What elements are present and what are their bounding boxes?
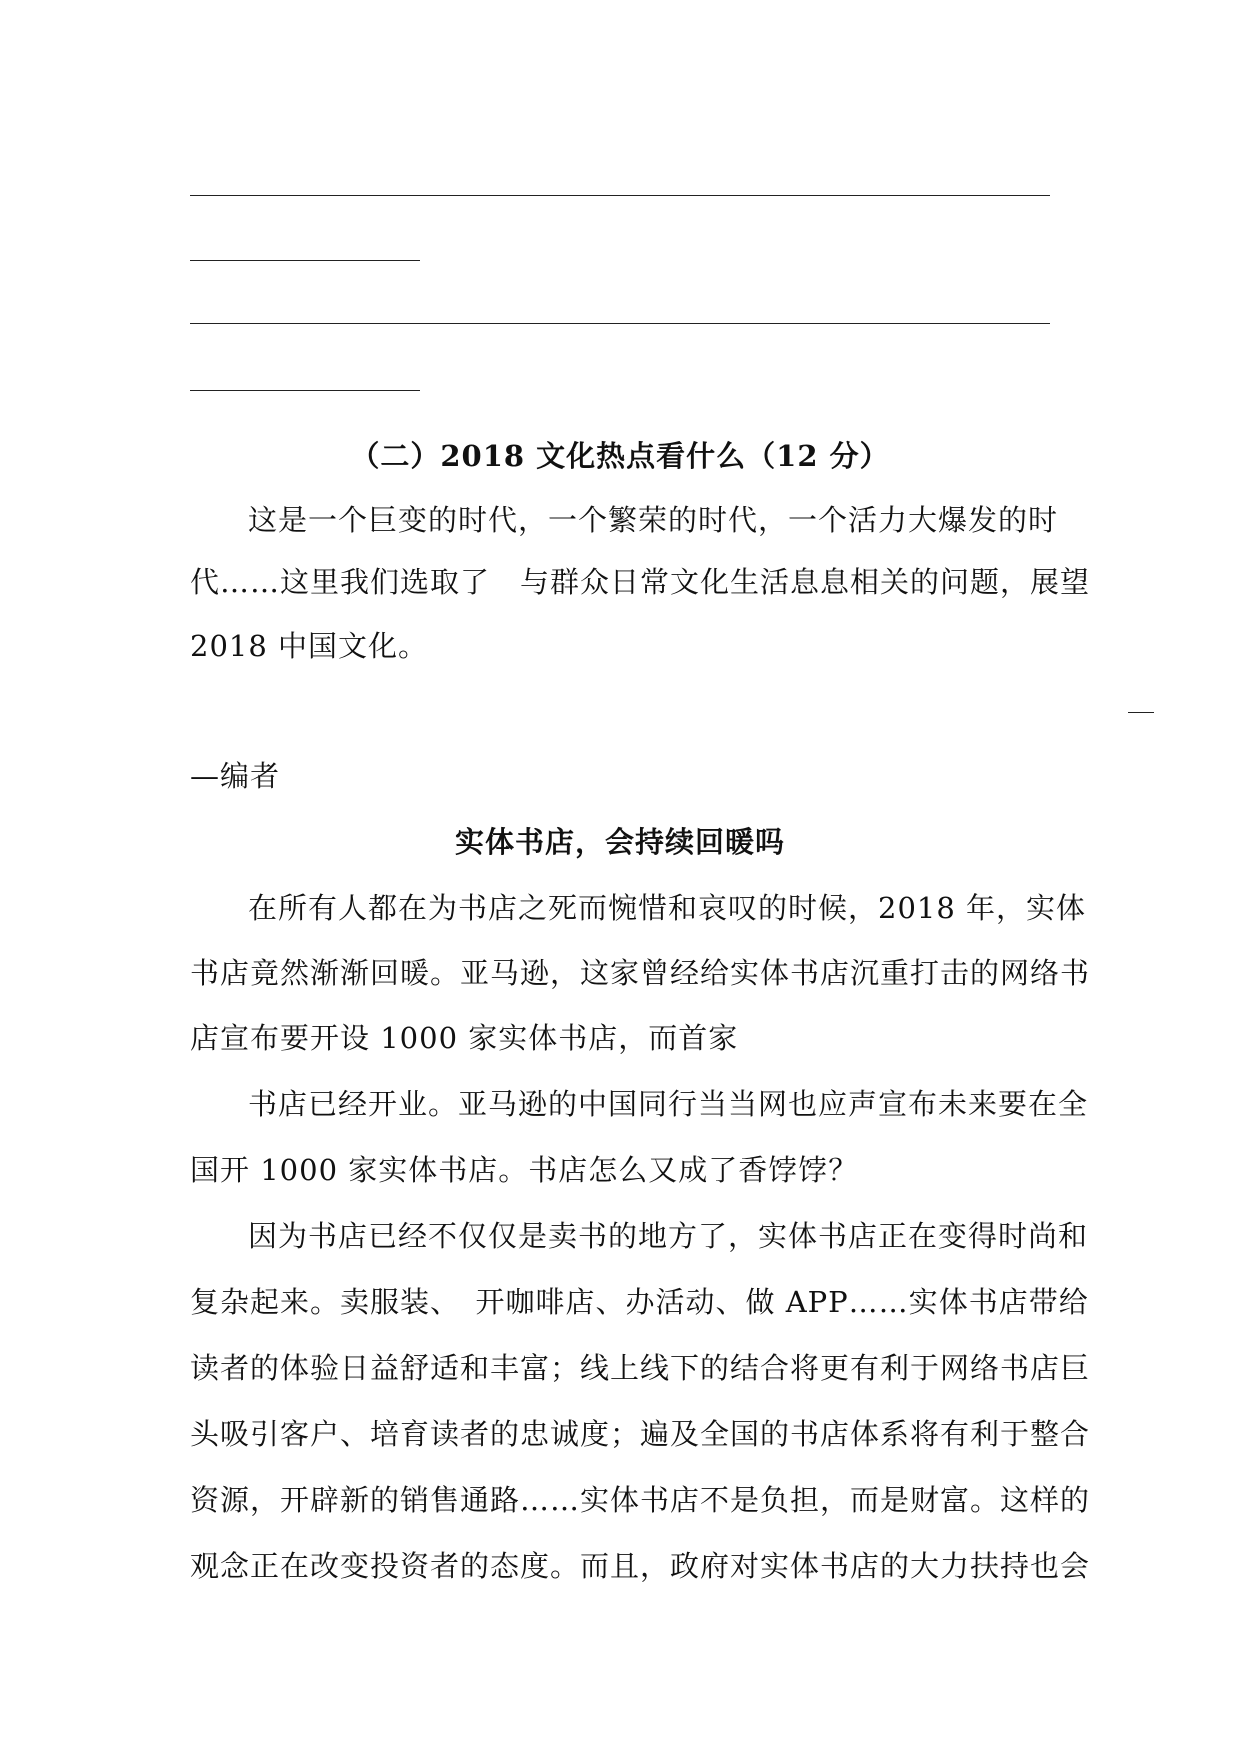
answer-line-2 [190,323,1050,324]
paragraph-line: 观念正在改变投资者的态度。而且，政府对实体书店的大力扶持也会 [190,1549,1091,1583]
answer-line-1 [190,195,1050,196]
intro-line-3: 2018 中国文化。 [190,629,429,663]
paragraph-line: 书店竟然渐渐回暖。亚马逊，这家曾经给实体书店沉重打击的网络书 [190,956,1091,990]
answer-line-2-short [190,390,420,391]
paragraph-line: 因为书店已经不仅仅是卖书的地方了，实体书店正在变得时尚和 [248,1219,1089,1253]
paragraph-line: 书店已经开业。亚马逊的中国同行当当网也应声宣布未来要在全 [248,1087,1089,1121]
paragraph-line: 国开 1000 家实体书店。书店怎么又成了香饽饽？ [190,1153,859,1187]
answer-line-1-short [190,260,420,261]
editor-note: —编者 [190,759,281,793]
paragraph-line: 头吸引客户、培育读者的忠诚度；遍及全国的书店体系将有利于整合 [190,1417,1091,1451]
article-title: 实体书店，会持续回暖吗 [454,825,785,859]
intro-line-1: 这是一个巨变的时代，一个繁荣的时代，一个活力大爆发的时 [248,503,1059,537]
section-title: （二）2018 文化热点看什么（12 分） [350,439,890,473]
paragraph-line: 在所有人都在为书店之死而惋惜和哀叹的时候，2018 年，实体 [248,891,1087,925]
stray-dash [1128,712,1154,713]
paragraph-line: 资源，开辟新的销售通路……实体书店不是负担，而是财富。这样的 [190,1483,1091,1517]
paragraph-line: 读者的体验日益舒适和丰富；线上线下的结合将更有利于网络书店巨 [190,1351,1091,1385]
intro-line-2: 代……这里我们选取了 与群众日常文化生活息息相关的问题，展望 [190,565,1091,599]
paragraph-line: 复杂起来。卖服装、 开咖啡店、办活动、做 APP……实体书店带给 [190,1285,1089,1319]
paragraph-line: 店宣布要开设 1000 家实体书店，而首家 [190,1021,739,1055]
